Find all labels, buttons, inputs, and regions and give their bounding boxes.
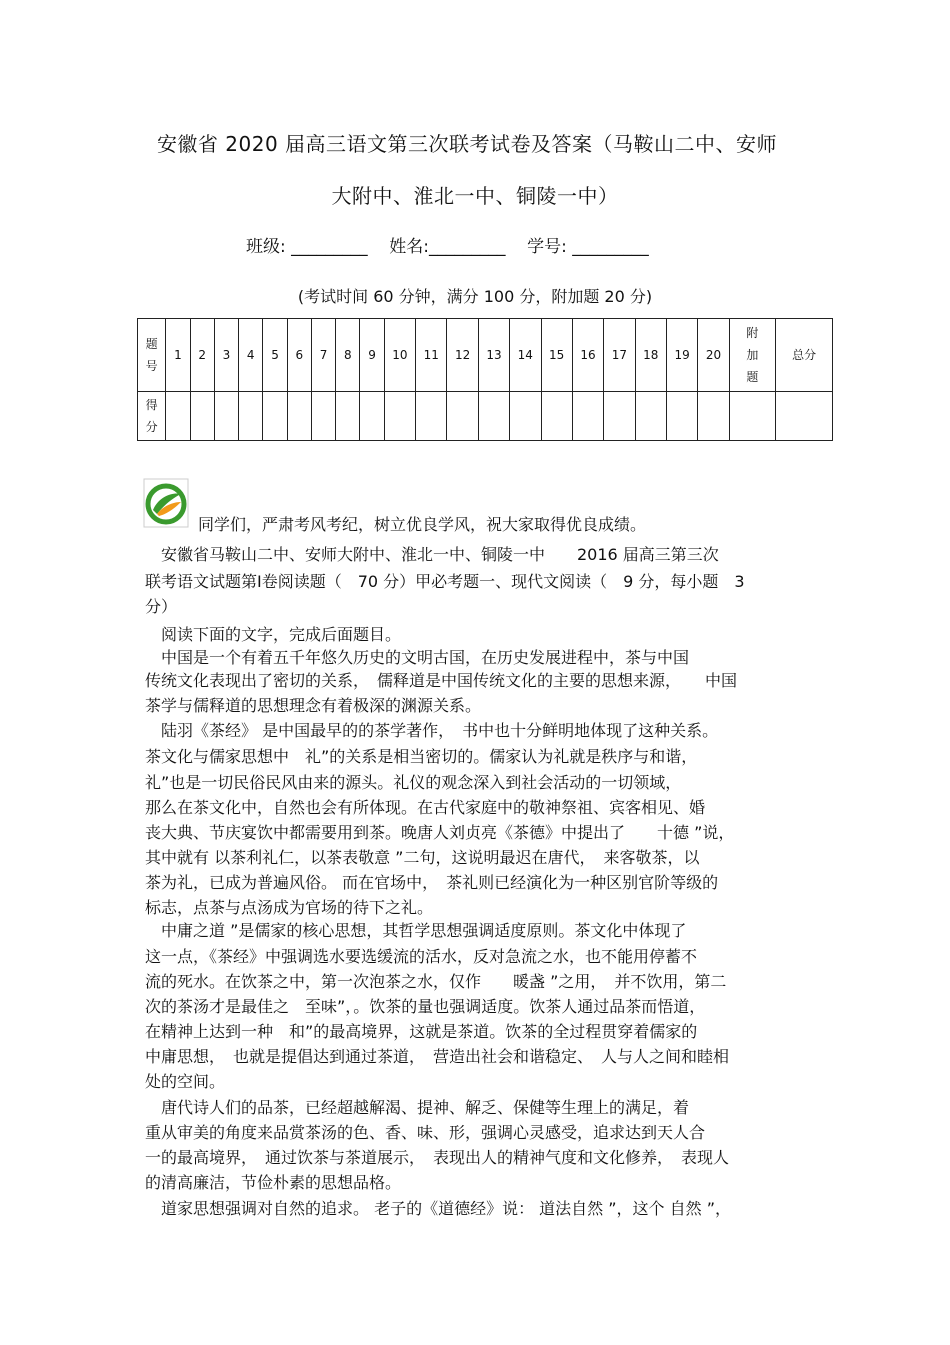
id-label: 学号: [527, 237, 567, 257]
score-cell[interactable] [416, 392, 447, 441]
score-cell[interactable] [239, 392, 263, 441]
score-cell[interactable] [729, 392, 776, 441]
question-no-cell: 7 [311, 319, 335, 392]
question-no-cell: 3 [214, 319, 238, 392]
body-line: 茶学与儒释道的思想理念有着极深的渊源关系。 [145, 696, 482, 715]
body-line: 这一点，《茶经》中强调选水要选缓流的活水，反对急流之水，也不能用停蓄不 [145, 947, 698, 966]
body-line: 在精神上达到一种 和”的最高境界，这就是茶道。饮茶的全过程贯穿着儒家的 [145, 1022, 698, 1041]
body-line: 茶文化与儒家思想中 礼”的关系是相当密切的。儒家认为礼就是秩序与和谐， [145, 747, 698, 766]
id-blank: _________ [572, 237, 649, 257]
leaf-logo-icon [143, 478, 189, 528]
score-cell[interactable] [214, 392, 238, 441]
body-line: 联考语文试题第Ⅰ卷阅读题（ 70 分）甲必考题一、现代文阅读（ 9 分，每小题 3 [145, 572, 745, 591]
score-cell[interactable] [635, 392, 666, 441]
score-cell[interactable] [698, 392, 729, 441]
question-no-cell: 11 [416, 319, 447, 392]
body-line: 一的最高境界， 通过饮茶与茶道展示， 表现出人的精神气度和文化修养， 表现人 [145, 1148, 730, 1167]
body-line: 道家思想强调对自然的追求。 老子的《道德经》说： 道法自然 ”，这个 自然 ”， [145, 1199, 732, 1218]
question-no-cell: 18 [635, 319, 666, 392]
student-info-fields [246, 232, 649, 257]
question-no-cell: 12 [447, 319, 478, 392]
body-line: 安徽省马鞍山二中、安师大附中、淮北一中、铜陵一中 2016 届高三第三次 [145, 545, 719, 564]
body-line: 的清高廉洁，节俭朴素的思想品格。 [145, 1173, 402, 1192]
body-line: 次的茶汤才是最佳之 至味”，。饮茶的量也强调适度。饮茶人通过品茶而悟道， [145, 997, 706, 1016]
score-cell[interactable] [478, 392, 509, 441]
score-cell[interactable] [666, 392, 697, 441]
body-line: 流的死水。在饮茶之中，第一次泡茶之水，仅作 暖盏 ”之用， 并不饮用，第二 [145, 972, 727, 991]
score-cell[interactable] [360, 392, 384, 441]
body-line: 丧大典、节庆宴饮中都需要用到茶。晚唐人刘贞亮《茶德》中提出了 十德 ”说， [145, 823, 735, 842]
body-line: 处的空间。 [145, 1072, 226, 1091]
extra-question-header: 附 加 题 [729, 319, 776, 392]
question-no-cell: 20 [698, 319, 729, 392]
body-line: 分） [145, 597, 178, 616]
class-label: 班级: [246, 237, 286, 257]
question-no-cell: 6 [287, 319, 311, 392]
body-line: 那么在茶文化中，自然也会有所体现。在古代家庭中的敬神祭祖、宾客相见、婚 [145, 798, 706, 817]
body-line: 茶为礼，已成为普遍风俗。 而在官场中， 茶礼则已经演化为一种区别官阶等级的 [145, 873, 719, 892]
body-line: 中庸之道 ”是儒家的核心思想，其哲学思想强调适度原则。茶文化中体现了 [145, 921, 687, 940]
question-no-cell: 2 [190, 319, 214, 392]
body-line: 其中就有 以茶利礼仁，以茶表敬意 ”二句，这说明最迟在唐代， 来客敬茶，以 [145, 848, 700, 867]
score-cell[interactable] [604, 392, 635, 441]
document-title-line1: 安徽省 2020 届高三语文第三次联考试卷及答案（马鞍山二中、安师 [156, 132, 778, 156]
body-line: 传统文化表现出了密切的关系， 儒释道是中国传统文化的主要的思想来源， 中国 [145, 671, 738, 690]
body-line: 重从审美的角度来品赏茶汤的色、香、味、形，强调心灵感受，追求达到天人合 [145, 1123, 706, 1142]
body-line: 阅读下面的文字，完成后面题目。 [145, 625, 402, 644]
exam-info: (考试时间 60 分钟，满分 100 分，附加题 20 分) [297, 287, 653, 306]
body-line: 唐代诗人们的品茶，已经超越解渴、提神、解乏、保健等生理上的满足，着 [145, 1098, 690, 1117]
total-header: 总分 [776, 319, 833, 392]
score-cell[interactable] [190, 392, 214, 441]
question-no-cell: 8 [336, 319, 360, 392]
score-cell[interactable] [287, 392, 311, 441]
question-no-cell: 13 [478, 319, 509, 392]
question-number-row [138, 319, 833, 392]
score-row [138, 392, 833, 441]
body-line: 中庸思想， 也就是提倡达到通过茶道， 营造出社会和谐稳定、 人与人之间和睦相 [145, 1047, 730, 1066]
body-line: 陆羽《茶经》 是中国最早的的茶学著作， 书中也十分鲜明地体现了这种关系。 [145, 721, 719, 740]
question-no-cell: 5 [263, 319, 287, 392]
body-line: 中国是一个有着五千年悠久历史的文明古国，在历史发展进程中，茶与中国 [145, 648, 690, 667]
score-cell[interactable] [311, 392, 335, 441]
question-no-cell: 15 [541, 319, 572, 392]
score-cell[interactable] [776, 392, 833, 441]
row-header-score: 得 分 [138, 392, 166, 441]
score-cell[interactable] [384, 392, 415, 441]
question-no-cell: 14 [510, 319, 541, 392]
body-line: 礼”也是一切民俗民风由来的源头。礼仪的观念深入到社会活动的一切领域， [145, 773, 682, 792]
score-cell[interactable] [166, 392, 190, 441]
question-no-cell: 16 [572, 319, 603, 392]
score-table [137, 318, 833, 441]
score-cell[interactable] [336, 392, 360, 441]
question-no-cell: 4 [239, 319, 263, 392]
score-cell[interactable] [572, 392, 603, 441]
row-header-question-no: 题 号 [138, 319, 166, 392]
score-cell[interactable] [541, 392, 572, 441]
question-no-cell: 19 [666, 319, 697, 392]
document-title-line2: 大附中、淮北一中、铜陵一中） [331, 184, 619, 208]
class-blank: _________ [291, 237, 368, 257]
score-cell[interactable] [263, 392, 287, 441]
question-no-cell: 10 [384, 319, 415, 392]
question-no-cell: 9 [360, 319, 384, 392]
question-no-cell: 17 [604, 319, 635, 392]
question-no-cell: 1 [166, 319, 190, 392]
greeting-text: 同学们，严肃考风考纪，树立优良学风，祝大家取得优良成绩。 [198, 515, 647, 534]
body-line: 标志，点茶与点汤成为官场的待下之礼。 [145, 898, 434, 917]
score-cell[interactable] [510, 392, 541, 441]
score-cell[interactable] [447, 392, 478, 441]
name-label: 姓名: [389, 237, 429, 257]
name-blank: _________ [429, 237, 506, 257]
